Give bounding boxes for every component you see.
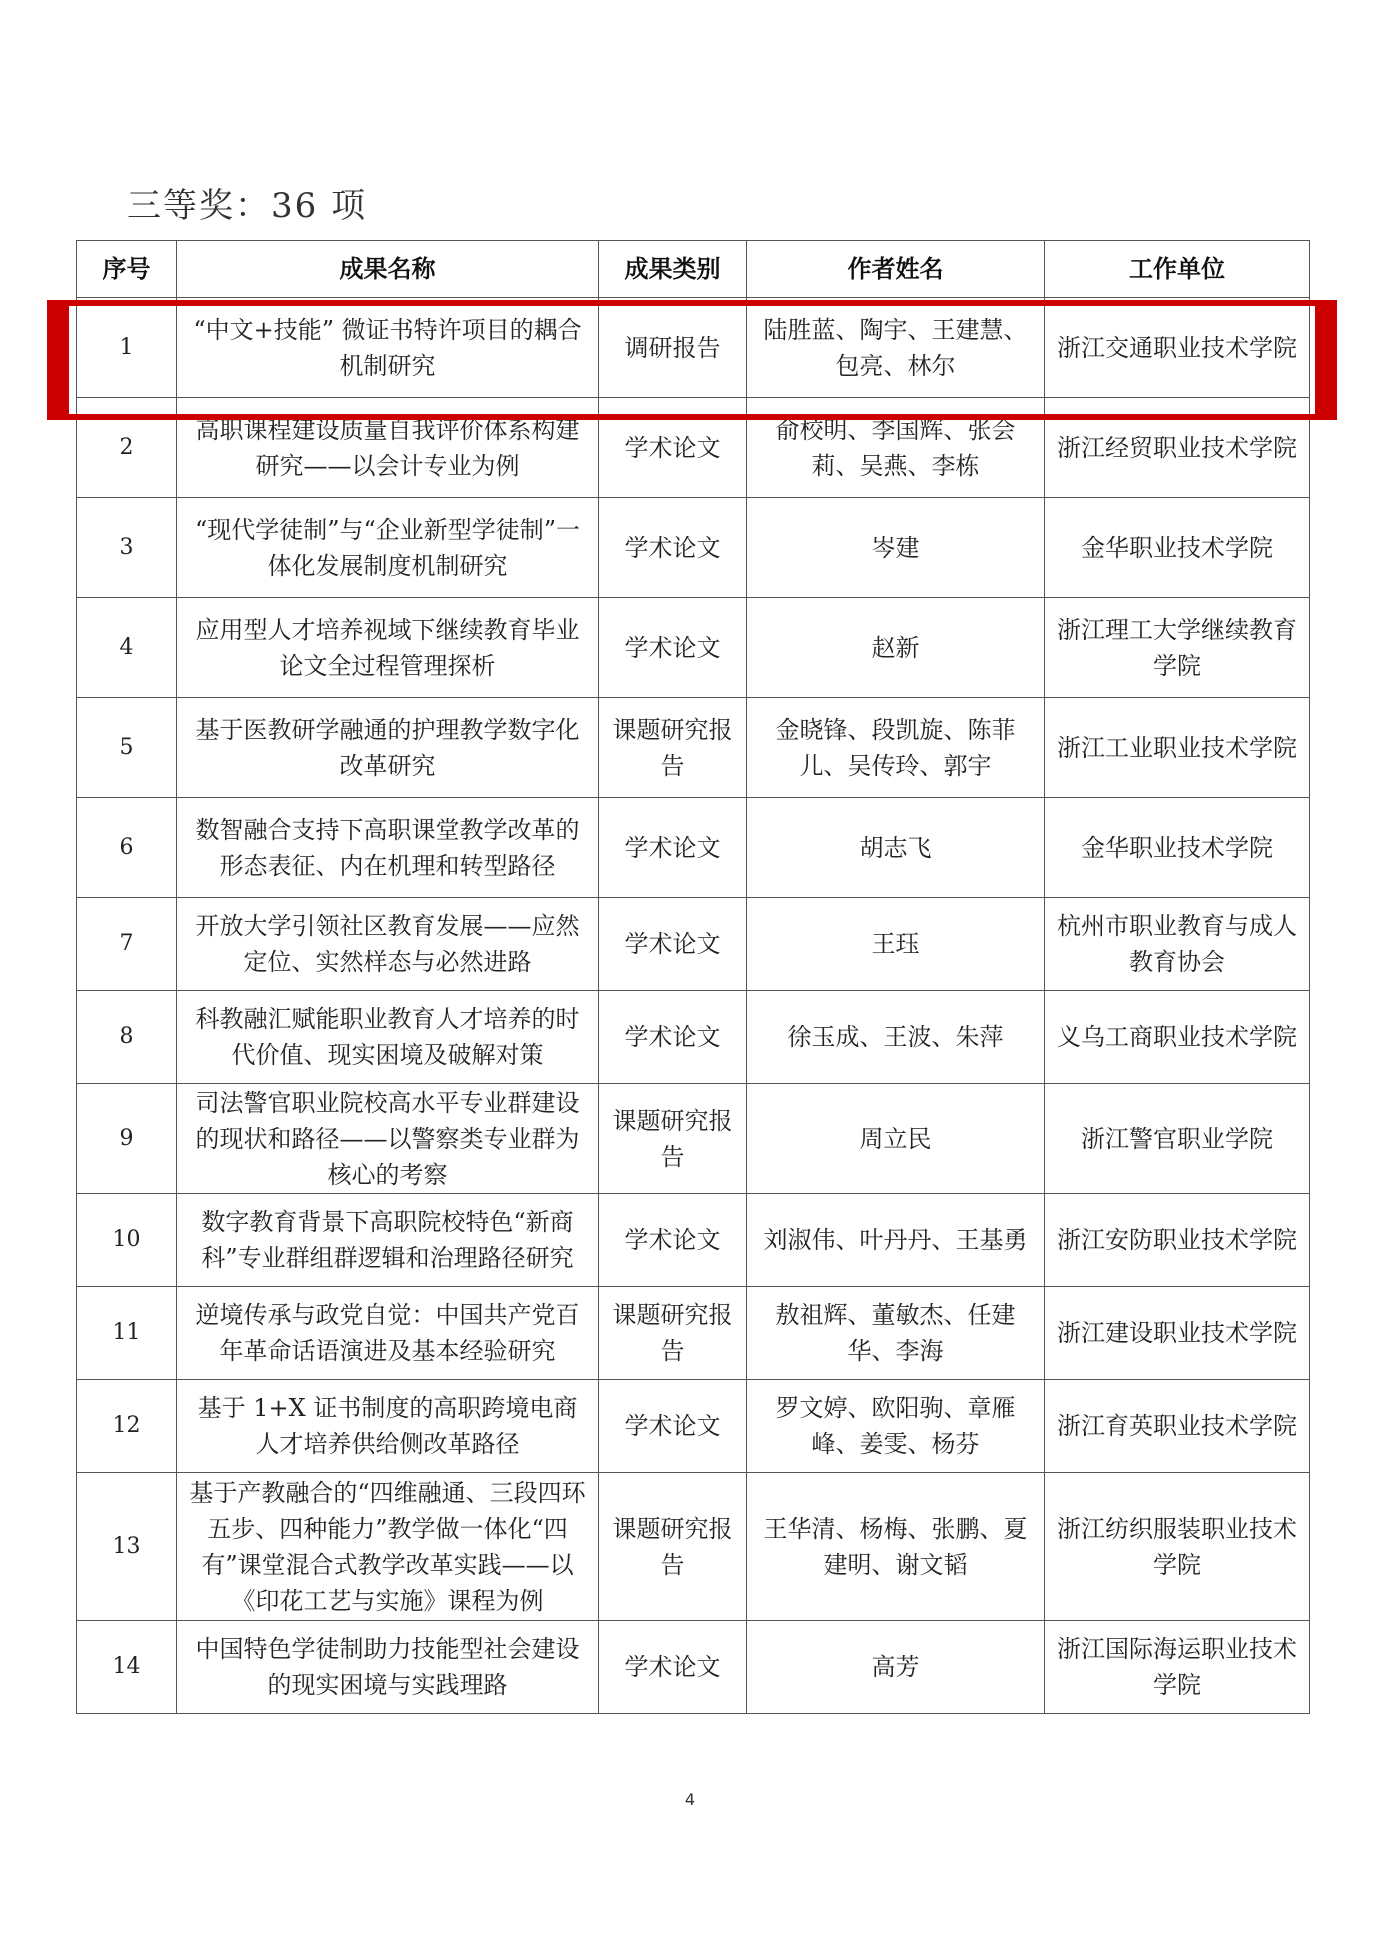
- table-row: [77, 398, 1310, 498]
- cell-index: 8: [77, 991, 177, 1084]
- cell-index: 11: [77, 1287, 177, 1380]
- cell-unit: 金华职业技术学院: [1045, 798, 1310, 898]
- cell-title: 基于医教研学融通的护理教学数字化改革研究: [177, 698, 599, 798]
- cell-category: 课题研究报告: [599, 1473, 747, 1621]
- cell-title: 高职课程建设质量自我评价体系构建研究——以会计专业为例: [177, 398, 599, 498]
- cell-authors: 高芳: [747, 1621, 1045, 1714]
- cell-unit: 杭州市职业教育与成人教育协会: [1045, 898, 1310, 991]
- column-header-unit: 工作单位: [1045, 241, 1310, 298]
- cell-authors: 周立民: [747, 1084, 1045, 1194]
- cell-title: 应用型人才培养视域下继续教育毕业论文全过程管理探析: [177, 598, 599, 698]
- cell-title: 逆境传承与政党自觉：中国共产党百年革命话语演进及基本经验研究: [177, 1287, 599, 1380]
- cell-authors: 敖祖辉、董敏杰、任建华、李海: [747, 1287, 1045, 1380]
- page-number: 4: [684, 1790, 696, 1809]
- cell-authors: 胡志飞: [747, 798, 1045, 898]
- cell-authors: 刘淑伟、叶丹丹、王基勇: [747, 1194, 1045, 1287]
- cell-index: 14: [77, 1621, 177, 1714]
- column-header-index: 序号: [77, 241, 177, 298]
- table-row: [77, 1473, 1310, 1621]
- cell-title: 中国特色学徒制助力技能型社会建设的现实困境与实践理路: [177, 1621, 599, 1714]
- cell-index: 13: [77, 1473, 177, 1621]
- table-row: [77, 1621, 1310, 1714]
- cell-title: 基于 1+X 证书制度的高职跨境电商人才培养供给侧改革路径: [177, 1380, 599, 1473]
- table-row: [77, 1084, 1310, 1194]
- cell-title: 科教融汇赋能职业教育人才培养的时代价值、现实困境及破解对策: [177, 991, 599, 1084]
- cell-unit: 浙江工业职业技术学院: [1045, 698, 1310, 798]
- cell-index: 10: [77, 1194, 177, 1287]
- cell-category: 学术论文: [599, 798, 747, 898]
- cell-authors: 俞校明、李国辉、张会莉、吴燕、李栋: [747, 398, 1045, 498]
- cell-index: 4: [77, 598, 177, 698]
- cell-index: 1: [77, 298, 177, 398]
- column-header-authors: 作者姓名: [747, 241, 1045, 298]
- cell-unit: 浙江纺织服装职业技术学院: [1045, 1473, 1310, 1621]
- cell-authors: 徐玉成、王波、朱萍: [747, 991, 1045, 1084]
- column-header-title: 成果名称: [177, 241, 599, 298]
- column-header-category: 成果类别: [599, 241, 747, 298]
- cell-title: 司法警官职业院校高水平专业群建设的现状和路径——以警察类专业群为核心的考察: [177, 1084, 599, 1194]
- award-table: [76, 240, 1310, 1714]
- cell-category: 学术论文: [599, 398, 747, 498]
- cell-authors: 王华清、杨梅、张鹏、夏建明、谢文韬: [747, 1473, 1045, 1621]
- table-row: [77, 598, 1310, 698]
- cell-unit: 浙江安防职业技术学院: [1045, 1194, 1310, 1287]
- cell-index: 3: [77, 498, 177, 598]
- cell-unit: 浙江建设职业技术学院: [1045, 1287, 1310, 1380]
- cell-index: 12: [77, 1380, 177, 1473]
- cell-category: 学术论文: [599, 991, 747, 1084]
- cell-unit: 浙江理工大学继续教育学院: [1045, 598, 1310, 698]
- cell-authors: 罗文婷、欧阳驹、章雁峰、姜雯、杨芬: [747, 1380, 1045, 1473]
- cell-authors: 王珏: [747, 898, 1045, 991]
- table-row: [77, 1194, 1310, 1287]
- cell-unit: 浙江国际海运职业技术学院: [1045, 1621, 1310, 1714]
- table-row: [77, 1380, 1310, 1473]
- cell-unit: 浙江经贸职业技术学院: [1045, 398, 1310, 498]
- table-row: [77, 991, 1310, 1084]
- cell-category: 课题研究报告: [599, 1084, 747, 1194]
- table-row: [77, 798, 1310, 898]
- table-header-row: [77, 241, 1310, 298]
- cell-title: “中文+技能” 微证书特许项目的耦合机制研究: [177, 298, 599, 398]
- cell-category: 学术论文: [599, 598, 747, 698]
- cell-category: 学术论文: [599, 1380, 747, 1473]
- cell-title: 数字教育背景下高职院校特色“新商科”专业群组群逻辑和治理路径研究: [177, 1194, 599, 1287]
- cell-authors: 陆胜蓝、陶宇、王建慧、包亮、林尔: [747, 298, 1045, 398]
- cell-unit: 金华职业技术学院: [1045, 498, 1310, 598]
- cell-index: 6: [77, 798, 177, 898]
- table-row: [77, 498, 1310, 598]
- table-row: [77, 698, 1310, 798]
- cell-index: 9: [77, 1084, 177, 1194]
- cell-title: 开放大学引领社区教育发展——应然定位、实然样态与必然进路: [177, 898, 599, 991]
- table-body: [77, 298, 1310, 1714]
- cell-category: 学术论文: [599, 1621, 747, 1714]
- cell-index: 2: [77, 398, 177, 498]
- cell-title: 数智融合支持下高职课堂教学改革的形态表征、内在机理和转型路径: [177, 798, 599, 898]
- cell-category: 课题研究报告: [599, 698, 747, 798]
- section-heading: 三等奖：36 项: [127, 186, 368, 226]
- cell-title: “现代学徒制”与“企业新型学徒制”一体化发展制度机制研究: [177, 498, 599, 598]
- table-row: [77, 1287, 1310, 1380]
- cell-authors: 岑建: [747, 498, 1045, 598]
- cell-unit: 浙江交通职业技术学院: [1045, 298, 1310, 398]
- cell-category: 学术论文: [599, 1194, 747, 1287]
- cell-index: 7: [77, 898, 177, 991]
- cell-unit: 浙江育英职业技术学院: [1045, 1380, 1310, 1473]
- cell-authors: 金晓锋、段凯旋、陈菲儿、吴传玲、郭宇: [747, 698, 1045, 798]
- cell-authors: 赵新: [747, 598, 1045, 698]
- cell-title: 基于产教融合的“四维融通、三段四环五步、四种能力”教学做一体化“四有”课堂混合式教学改革实践——以《印花工艺与实施》课程为例: [177, 1473, 599, 1621]
- cell-index: 5: [77, 698, 177, 798]
- cell-category: 学术论文: [599, 898, 747, 991]
- table-row: [77, 298, 1310, 398]
- cell-unit: 义乌工商职业技术学院: [1045, 991, 1310, 1084]
- table-row: [77, 898, 1310, 991]
- cell-category: 调研报告: [599, 298, 747, 398]
- cell-category: 课题研究报告: [599, 1287, 747, 1380]
- cell-unit: 浙江警官职业学院: [1045, 1084, 1310, 1194]
- cell-category: 学术论文: [599, 498, 747, 598]
